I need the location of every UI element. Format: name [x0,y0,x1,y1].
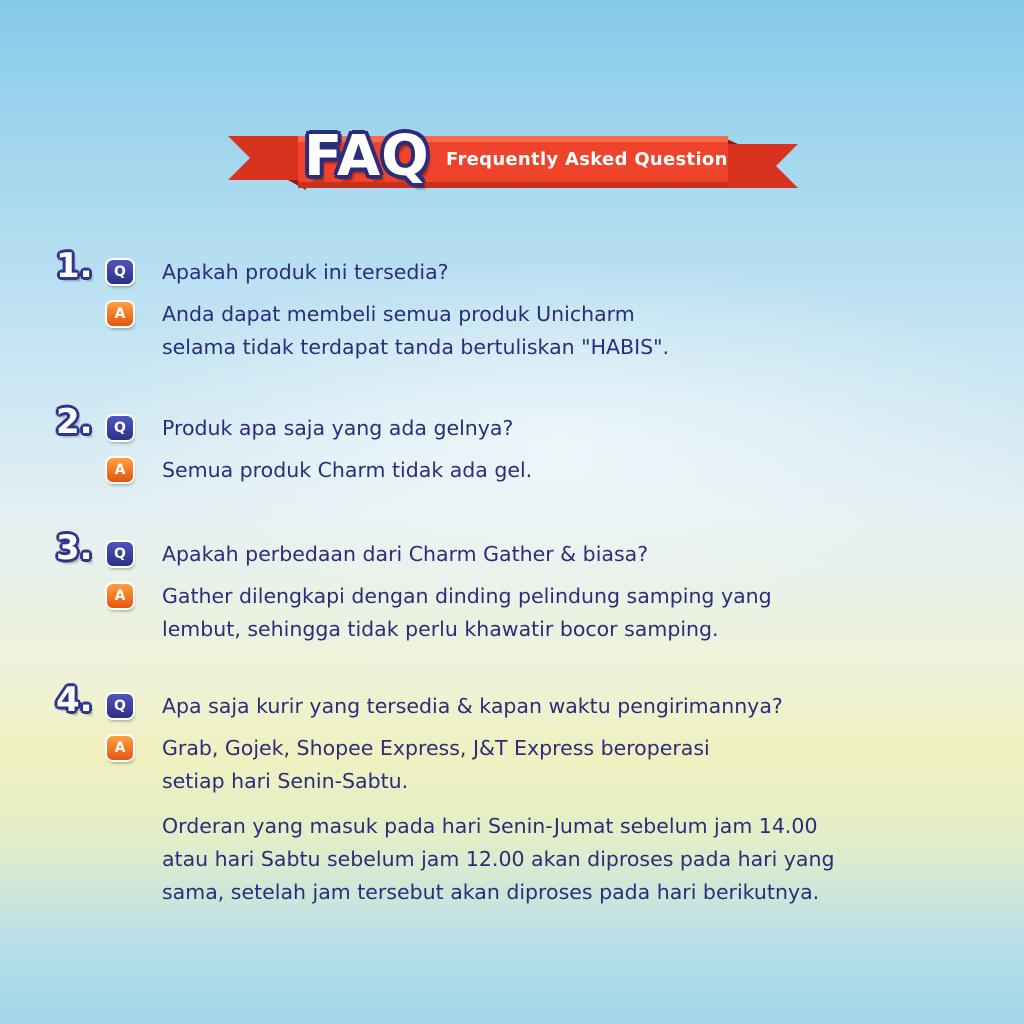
question-text: Produk apa saja yang ada gelnya? [162,416,514,440]
question-badge-icon: Q [107,694,133,718]
answer-badge-icon: A [107,584,133,608]
answer-extra-line: sama, setelah jam tersebut akan diproses pada hari berikutnya. [162,880,820,904]
question-badge-icon: Q [107,542,133,566]
question-badge-icon: Q [107,416,133,440]
faq-logo-text: FAQ [304,124,430,189]
banner-subtitle: Frequently Asked Question [446,149,728,170]
answer-badge-icon: A [107,458,133,482]
answer-extra-line: Orderan yang masuk pada hari Senin-Jumat sebelum jam 14.00 [162,814,818,838]
faq-number: 4. [56,680,93,720]
question-badge-icon: Q [107,260,133,284]
answer-line: selama tidak terdapat tanda bertuliskan "HABIS". [162,335,670,359]
answer-line: setiap hari Senin-Sabtu. [162,769,409,793]
question-text: Apakah produk ini tersedia? [162,260,449,284]
answer-badge-icon: A [107,736,133,760]
question-text: Apa saja kurir yang tersedia & kapan waktu pengirimannya? [162,694,783,718]
question-text: Apakah perbedaan dari Charm Gather & biasa? [162,542,649,566]
answer-extra-line: atau hari Sabtu sebelum jam 12.00 akan diproses pada hari yang [162,847,835,871]
answer-line: lembut, sehingga tidak perlu khawatir bocor samping. [162,617,719,641]
answer-line: Gather dilengkapi dengan dinding pelindung samping yang [162,584,772,608]
faq-number: 3. [56,528,93,568]
answer-line: Semua produk Charm tidak ada gel. [162,458,533,482]
answer-badge-icon: A [107,302,133,326]
answer-line: Anda dapat membeli semua produk Unicharm [162,302,635,326]
answer-line: Grab, Gojek, Shopee Express, J&T Express beroperasi [162,736,710,760]
faq-banner [228,124,798,204]
faq-number: 2. [56,402,93,442]
faq-number: 1. [56,246,93,286]
